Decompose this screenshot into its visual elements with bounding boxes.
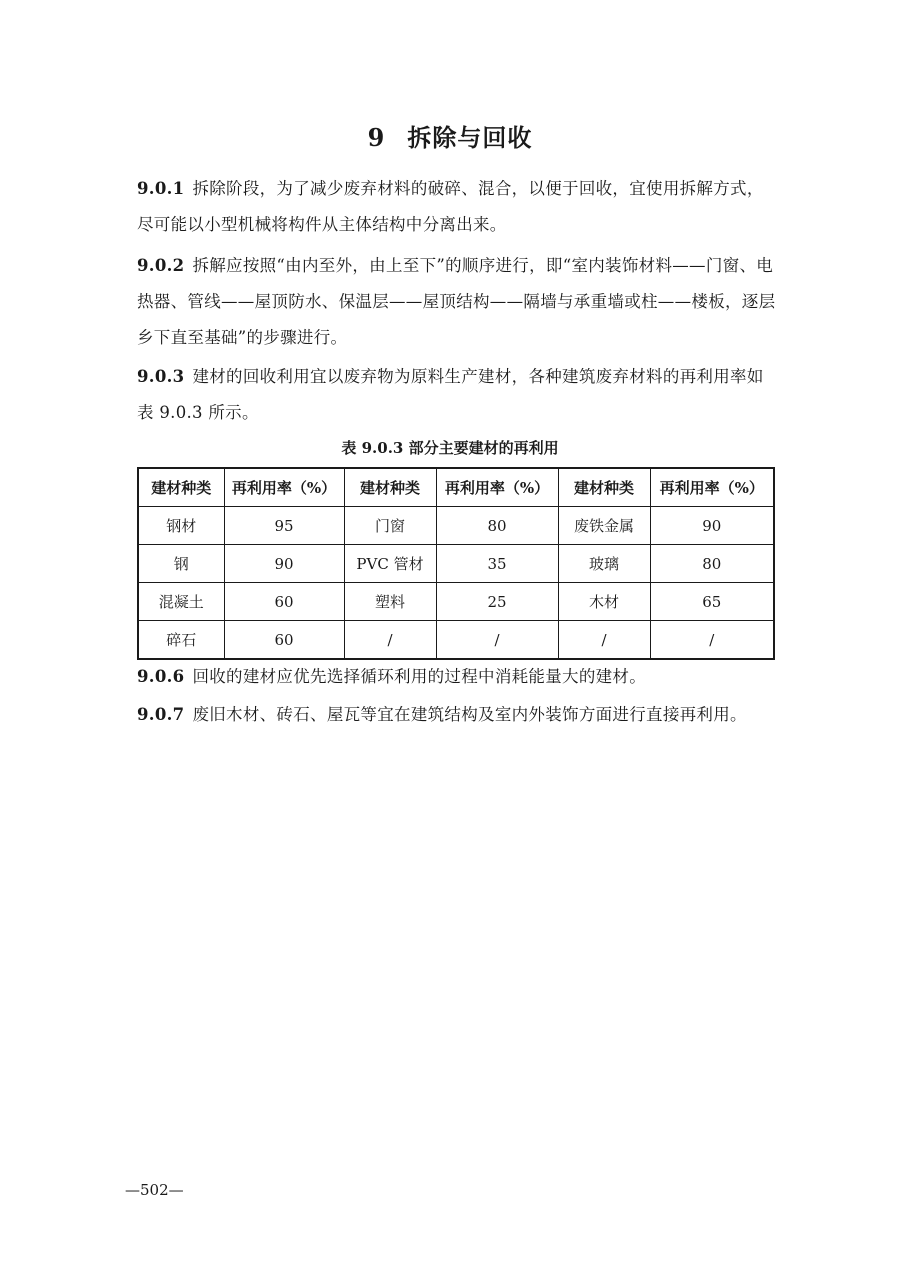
- chapter-title: 拆除与回收: [407, 123, 533, 152]
- material-cell: 混凝土: [138, 583, 224, 621]
- clause-text: 拆解应按照“由内至外，由上至下”的顺序进行，即“室内装饰材料——门窗、电热器、管线——屋顶防水、保温层——屋顶结构——隔墙与承重墙或柱——楼板，逐层乡下直至基础”的步骤进行。: [137, 256, 776, 347]
- header-reuse-rate: 再利用率（%）: [224, 468, 344, 507]
- clause-9-0-7: [137, 697, 777, 733]
- header-material-type: 建材种类: [558, 468, 650, 507]
- page-number: —502—: [125, 1181, 184, 1199]
- clause-text: 回收的建材应优先选择循环利用的过程中消耗能量大的建材。: [192, 667, 647, 686]
- material-cell: PVC 管材: [344, 545, 436, 583]
- material-cell: 木材: [558, 583, 650, 621]
- rate-cell: 35: [436, 545, 558, 583]
- material-cell: 玻璃: [558, 545, 650, 583]
- table-row: [138, 583, 774, 621]
- clause-9-0-2: [137, 248, 777, 356]
- rate-cell: 80: [650, 545, 774, 583]
- rate-cell: 60: [224, 583, 344, 621]
- clause-number: 9.0.7: [137, 705, 185, 724]
- clause-number: 9.0.3: [137, 367, 185, 386]
- clause-9-0-6: [137, 659, 777, 695]
- clause-9-0-3: [137, 359, 777, 431]
- clause-text: 建材的回收利用宜以废弃物为原料生产建材，各种建筑废弃材料的再利用率如表 9.0.3 所示。: [137, 367, 764, 422]
- material-cell: 废铁金属: [558, 507, 650, 545]
- rate-cell: 90: [650, 507, 774, 545]
- clause-number: 9.0.6: [137, 667, 185, 686]
- clause-text: 废旧木材、砖石、屋瓦等宜在建筑结构及室内外装饰方面进行直接再利用。: [192, 705, 747, 724]
- header-material-type: 建材种类: [138, 468, 224, 507]
- material-cell: 门窗: [344, 507, 436, 545]
- clause-number: 9.0.1: [137, 179, 185, 198]
- clause-9-0-1: [137, 171, 777, 243]
- table-row: [138, 545, 774, 583]
- material-cell: 钢: [138, 545, 224, 583]
- table-header-row: [138, 468, 774, 507]
- material-cell: 钢材: [138, 507, 224, 545]
- rate-cell: 60: [224, 621, 344, 660]
- clause-number: 9.0.2: [137, 256, 185, 275]
- material-cell: /: [558, 621, 650, 660]
- rate-cell: 65: [650, 583, 774, 621]
- rate-cell: 80: [436, 507, 558, 545]
- table-row: [138, 621, 774, 660]
- clause-text: 拆除阶段，为了减少废弃材料的破碎、混合，以便于回收，宜使用拆解方式，尽可能以小型机械将构件从主体结构中分离出来。: [137, 179, 764, 234]
- header-material-type: 建材种类: [344, 468, 436, 507]
- table-row: [138, 507, 774, 545]
- materials-reuse-table: [137, 467, 775, 660]
- header-reuse-rate: 再利用率（%）: [650, 468, 774, 507]
- rate-cell: 25: [436, 583, 558, 621]
- rate-cell: 90: [224, 545, 344, 583]
- rate-cell: 95: [224, 507, 344, 545]
- rate-cell: /: [650, 621, 774, 660]
- material-cell: /: [344, 621, 436, 660]
- material-cell: 碎石: [138, 621, 224, 660]
- chapter-number: 9: [367, 123, 386, 152]
- rate-cell: /: [436, 621, 558, 660]
- table-caption: 表 9.0.3 部分主要建材的再利用: [341, 439, 559, 457]
- page-title: [0, 118, 900, 153]
- material-cell: 塑料: [344, 583, 436, 621]
- header-reuse-rate: 再利用率（%）: [436, 468, 558, 507]
